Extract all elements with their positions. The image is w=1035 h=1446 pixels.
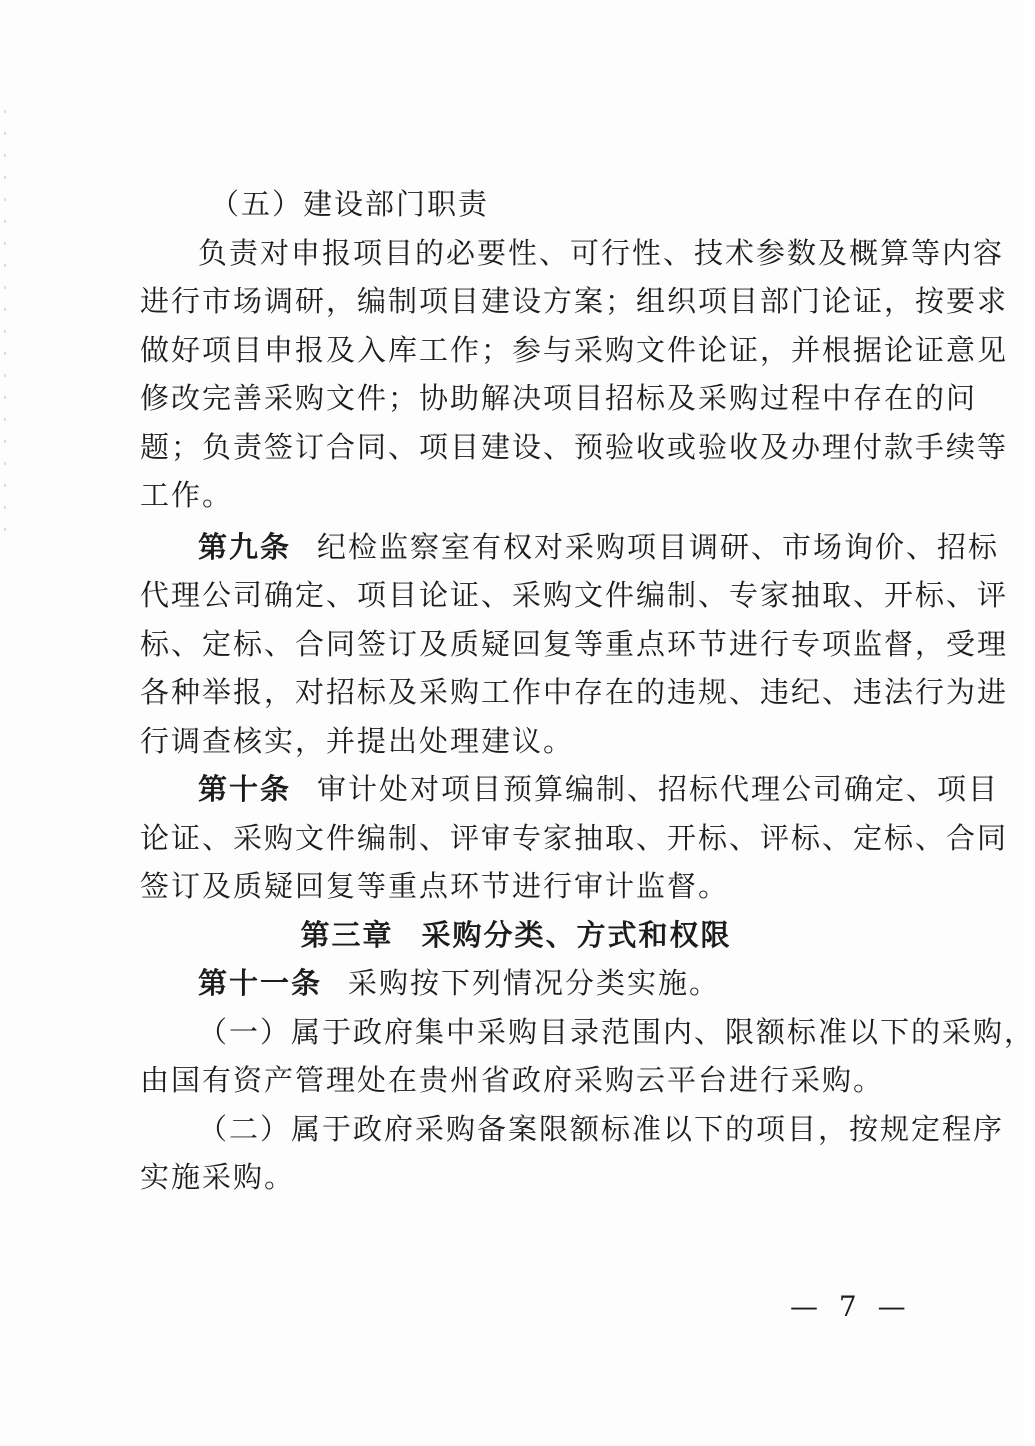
document-body xyxy=(140,180,1035,1202)
paragraph-line: 代理公司确定、项目论证、采购文件编制、专家抽取、开标、评 xyxy=(140,578,1009,612)
article-9-text: 纪检监察室有权对采购项目调研、市场询价、招标 xyxy=(317,529,1000,564)
paragraph-line: 负责对申报项目的必要性、可行性、技术参数及概算等内容 xyxy=(198,235,1005,270)
paragraph-line: 题；负责签订合同、项目建设、预验收或验收及办理付款手续等 xyxy=(140,429,1009,464)
paragraph-line: 签订及质疑回复等重点环节进行审计监督。 xyxy=(140,869,730,903)
chapter-heading xyxy=(140,911,892,960)
article-9-label: 第九条 xyxy=(198,529,292,564)
article-10-label: 第十条 xyxy=(198,772,292,806)
paragraph-line: 工作。 xyxy=(140,478,234,512)
paragraph-line: 由国有资产管理处在贵州省政府采购云平台进行采购。 xyxy=(140,1063,885,1097)
item-1-first-line: （一）属于政府集中采购目录范围内、限额标准以下的采购， xyxy=(198,1014,1035,1049)
page-number: — 7 — xyxy=(790,1290,912,1323)
paragraph-line: 论证、采购文件编制、评审专家抽取、开标、评标、定标、合同 xyxy=(140,820,1009,855)
chapter-title: 采购分类、方式和权限 xyxy=(421,917,732,952)
paragraph-line: 做好项目申报及入库工作；参与采购文件论证，并根据论证意见 xyxy=(140,332,1009,367)
article-10-text: 审计处对项目预算编制、招标代理公司确定、项目 xyxy=(317,772,1000,806)
chapter-number: 第三章 xyxy=(300,917,394,952)
paragraph-line: 修改完善采购文件；协助解决项目招标及采购过程中存在的问 xyxy=(140,381,978,415)
paragraph-line: 实施采购。 xyxy=(140,1160,296,1194)
item-2-first-line: （二）属于政府采购备案限额标准以下的项目，按规定程序 xyxy=(198,1111,1005,1146)
article-10-first-line xyxy=(140,765,1000,814)
paragraph-line: 各种举报，对招标及采购工作中存在的违规、违纪、违法行为进 xyxy=(140,675,1009,709)
article-11-label: 第十一条 xyxy=(198,966,323,1000)
article-9-first-line xyxy=(140,523,1000,572)
paragraph-line: 行调查核实，并提出处理建议。 xyxy=(140,723,575,758)
paragraph-line: 标、定标、合同签订及质疑回复等重点环节进行专项监督，受理 xyxy=(140,626,1009,661)
section-five-heading: （五）建设部门职责 xyxy=(210,187,490,221)
article-11-line xyxy=(140,959,892,1008)
article-11-text: 采购按下列情况分类实施。 xyxy=(348,966,721,1000)
scan-edge-marks xyxy=(4,110,6,550)
paragraph-line: 进行市场调研，编制项目建设方案；组织项目部门论证，按要求 xyxy=(140,284,1009,318)
